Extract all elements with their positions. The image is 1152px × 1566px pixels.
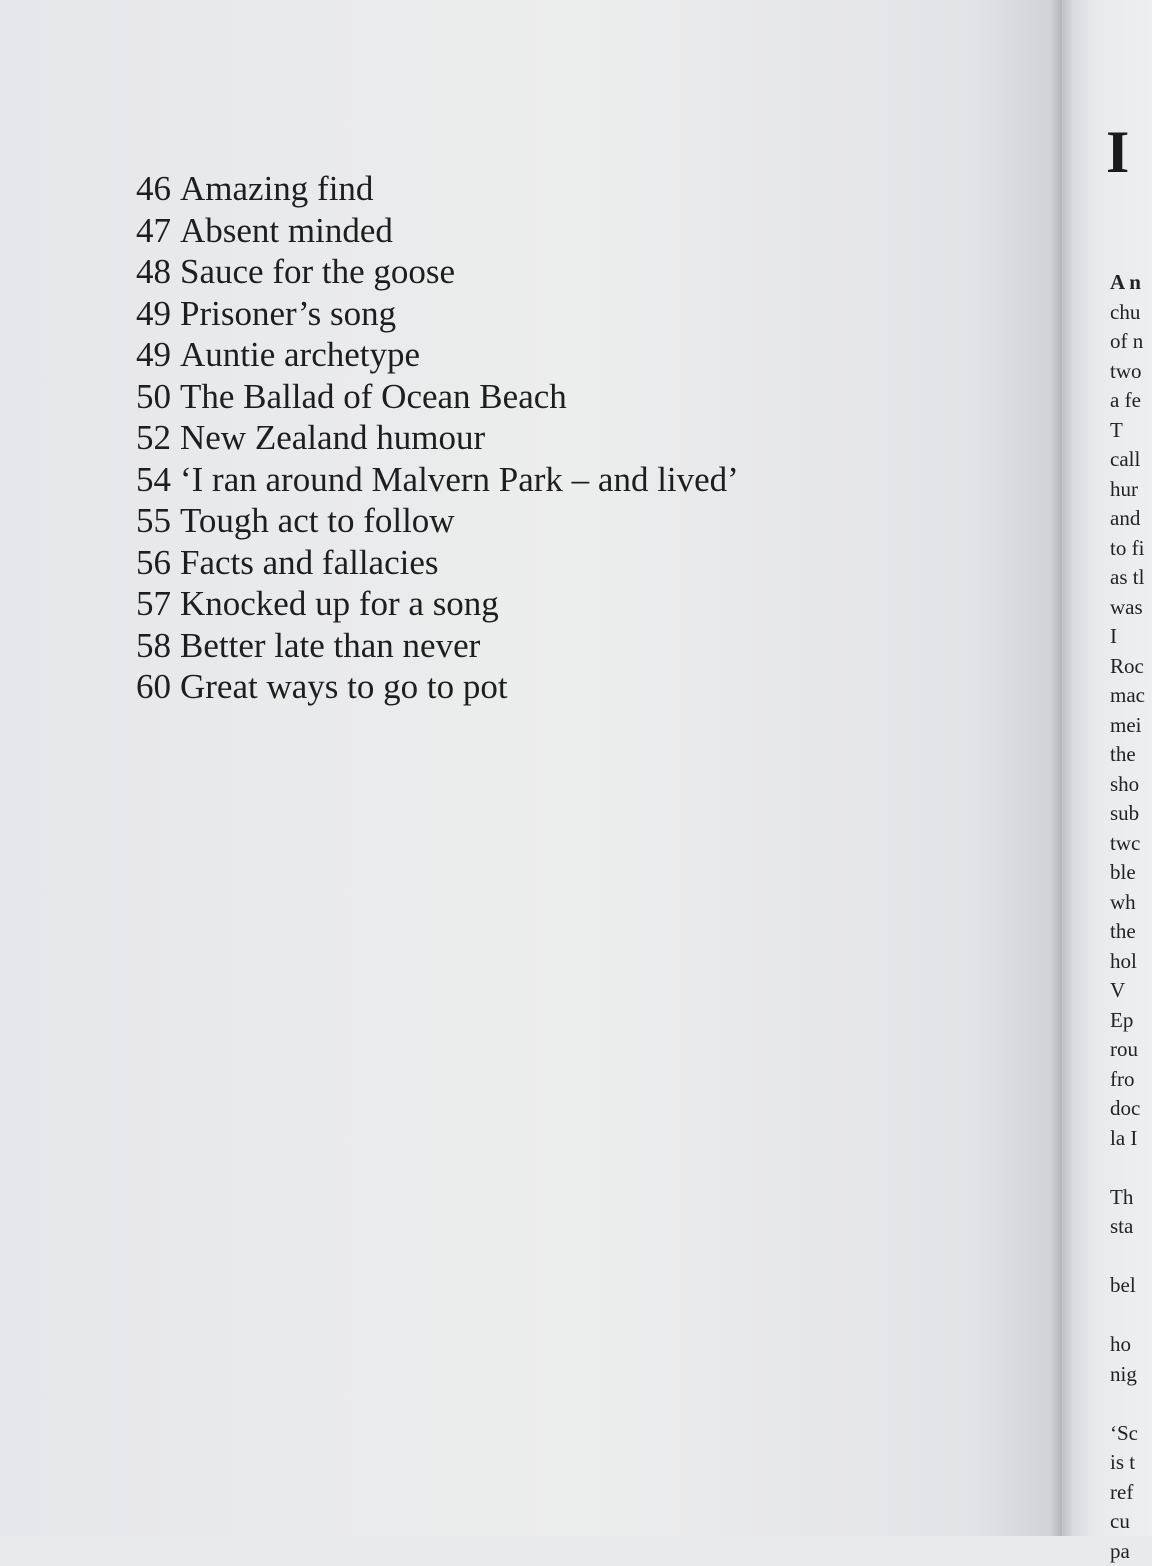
right-page-line: pa [1110, 1537, 1145, 1566]
toc-entry [136, 542, 739, 584]
right-page-line: hol [1110, 947, 1145, 977]
toc-entry-title: Absent minded [180, 211, 393, 250]
toc-entry [136, 334, 739, 376]
right-page-line: doc [1110, 1094, 1145, 1124]
toc-entry [136, 583, 739, 625]
right-page-line: ‘Sc [1110, 1419, 1145, 1449]
toc-entry-title: Auntie archetype [180, 335, 420, 374]
toc-page-number: 47 [136, 211, 171, 250]
right-page-line: the [1110, 740, 1145, 770]
right-page-line: to fi [1110, 534, 1145, 564]
toc-entry [136, 210, 739, 252]
toc-entry [136, 500, 739, 542]
toc-page-number: 49 [136, 335, 171, 374]
right-page-line [1110, 1301, 1145, 1331]
right-page-line: is t [1110, 1448, 1145, 1478]
right-page-line: bel [1110, 1271, 1145, 1301]
right-page-line: mac [1110, 681, 1145, 711]
right-page-line: V [1110, 976, 1145, 1006]
toc-page-number: 58 [136, 626, 171, 665]
right-page-line: sho [1110, 770, 1145, 800]
right-page-line: fro [1110, 1065, 1145, 1095]
toc-page-number: 60 [136, 667, 171, 706]
toc-entry-title: ‘I ran around Malvern Park – and lived’ [180, 460, 739, 499]
right-page-line: chu [1110, 298, 1145, 328]
table-of-contents [136, 168, 739, 708]
toc-entry-title: Great ways to go to pot [180, 667, 508, 706]
right-page-line: cu [1110, 1507, 1145, 1537]
toc-entry-title: Amazing find [180, 169, 373, 208]
right-page-line: mei [1110, 711, 1145, 741]
toc-page-number: 49 [136, 294, 171, 333]
right-page-line: was [1110, 593, 1145, 623]
right-page-line: la I [1110, 1124, 1145, 1154]
toc-page-number: 56 [136, 543, 171, 582]
right-page-line: I [1110, 622, 1145, 652]
toc-entry-title: Knocked up for a song [180, 584, 499, 623]
right-page-line: rou [1110, 1035, 1145, 1065]
toc-entry-title: Tough act to follow [180, 501, 455, 540]
toc-entry [136, 168, 739, 210]
toc-entry [136, 459, 739, 501]
toc-page-number: 48 [136, 252, 171, 291]
right-page-line: as tl [1110, 563, 1145, 593]
right-page-line: ref [1110, 1478, 1145, 1508]
toc-entry-title: Better late than never [180, 626, 480, 665]
right-page-line: twc [1110, 829, 1145, 859]
toc-page-number: 46 [136, 169, 171, 208]
right-page-line: wh [1110, 888, 1145, 918]
right-page-line: ho [1110, 1330, 1145, 1360]
right-page-line: ble [1110, 858, 1145, 888]
right-page-title: I [1106, 118, 1129, 187]
toc-entry-title: Sauce for the goose [180, 252, 455, 291]
toc-entry [136, 251, 739, 293]
toc-page-number: 54 [136, 460, 171, 499]
toc-entry-title: Prisoner’s song [180, 294, 396, 333]
right-page-line: Roc [1110, 652, 1145, 682]
toc-page-number: 52 [136, 418, 171, 457]
toc-entry-title: The Ballad of Ocean Beach [180, 377, 567, 416]
right-page-line: two [1110, 357, 1145, 387]
toc-entry-title: New Zealand humour [180, 418, 485, 457]
toc-page-number: 55 [136, 501, 171, 540]
right-page-line [1110, 1389, 1145, 1419]
toc-entry [136, 625, 739, 667]
toc-page-number: 57 [136, 584, 171, 623]
right-page-line: call [1110, 445, 1145, 475]
right-page-line: sub [1110, 799, 1145, 829]
right-page-line: Ep [1110, 1006, 1145, 1036]
right-page-line: of n [1110, 327, 1145, 357]
right-page-line: T [1110, 416, 1145, 446]
right-page-line: a fe [1110, 386, 1145, 416]
right-page-line: the [1110, 917, 1145, 947]
right-page-line: sta [1110, 1212, 1145, 1242]
toc-entry [136, 417, 739, 459]
right-page-line [1110, 1242, 1145, 1272]
right-page-text [1110, 268, 1145, 1566]
toc-entry [136, 376, 739, 418]
right-page-line: and [1110, 504, 1145, 534]
toc-entry-title: Facts and fallacies [180, 543, 439, 582]
toc-entry [136, 293, 739, 335]
right-page-line: nig [1110, 1360, 1145, 1390]
toc-page-number: 50 [136, 377, 171, 416]
right-page-line: hur [1110, 475, 1145, 505]
right-page-line: Th [1110, 1183, 1145, 1213]
right-page-line: A n [1110, 268, 1145, 298]
toc-entry [136, 666, 739, 708]
right-page-line [1110, 1153, 1145, 1183]
